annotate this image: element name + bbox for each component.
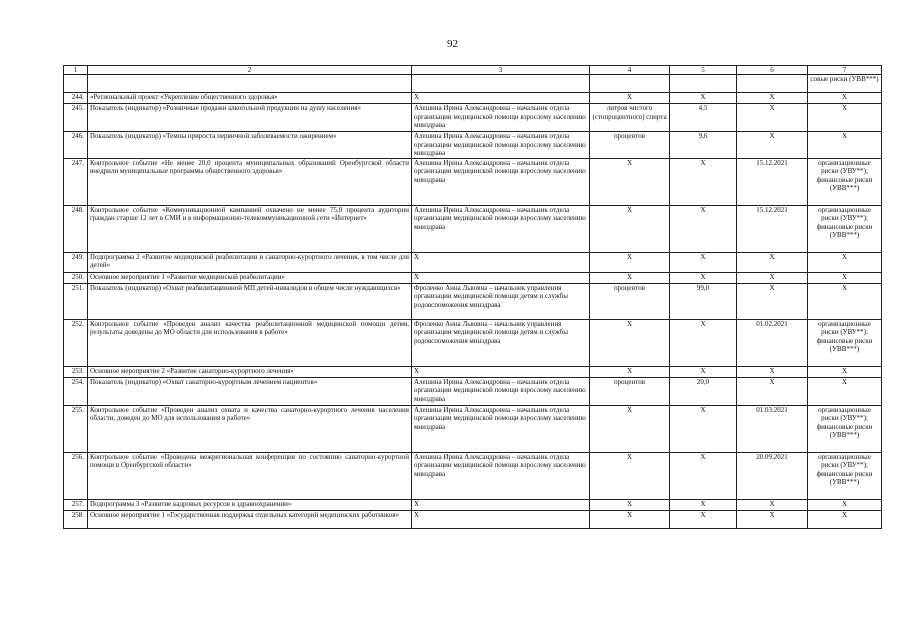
responsible-cell: X <box>412 366 590 377</box>
header-cell: 6 <box>737 66 808 75</box>
header-cell: 5 <box>670 66 737 75</box>
row-name-cell: «Региональный проект «Укрепление общественного здоровья» <box>88 93 412 104</box>
risk-cell: X <box>808 104 882 132</box>
row-number-cell: 252. <box>64 319 88 366</box>
risk-cell: организационные риски (УВУ**); финансовые риски (УВВ***) <box>808 452 882 499</box>
row-name-cell: Показатель (индикатор) «Розничные продажи алкогольной продукции на душу населения» <box>88 104 412 132</box>
unit-cell: X <box>590 158 670 205</box>
date-cell: X <box>737 283 808 319</box>
risk-cell: организационные риски (УВУ**); финансовые риски (УВВ***) <box>808 205 882 252</box>
unit-cell: процентов <box>590 132 670 159</box>
row-number-cell: 245. <box>64 104 88 132</box>
row-number-cell: 258. <box>64 510 88 528</box>
date-cell: 15.12.2021 <box>737 205 808 252</box>
value-cell: 4,5 <box>670 104 737 132</box>
value-cell: X <box>670 452 737 499</box>
table-row <box>64 252 882 272</box>
value-cell: X <box>670 366 737 377</box>
risk-cell: X <box>808 93 882 104</box>
risk-cell: X <box>808 272 882 283</box>
table-row <box>64 283 882 319</box>
responsible-cell: X <box>412 499 590 510</box>
row-number-cell: 251. <box>64 283 88 319</box>
table-row <box>64 377 882 405</box>
unit-cell: X <box>590 93 670 104</box>
row-number-cell: 247. <box>64 158 88 205</box>
header-row <box>64 66 882 75</box>
risk-cell: X <box>808 510 882 528</box>
value-cell: X <box>670 499 737 510</box>
responsible-cell: Алешина Ирина Александровна – начальник отдела организации медицинской помощи взрослому населению минздрава <box>412 104 590 132</box>
responsible-cell: Фроленко Анна Львовна – начальник управления организации медицинской помощи детям и службы родовспоможения минздрава <box>412 319 590 366</box>
value-cell: 20,0 <box>670 377 737 405</box>
date-cell: X <box>737 104 808 132</box>
risk-cell: X <box>808 252 882 272</box>
row-name-cell: Подпрограмма 2 «Развитие медицинской реабилитации и санаторно-курортного лечения, в том числе для детей» <box>88 252 412 272</box>
row-name-cell: Контрольное событие «Проведен анализ качества реабилитационной медицинской помощи детям, результаты доведены до МО области для использования в работе» <box>88 319 412 366</box>
row-number-cell: 256. <box>64 452 88 499</box>
row-name-cell: Показатель (индикатор) «Темпы прироста первичной заболеваемости ожирением» <box>88 132 412 159</box>
row-number-cell: 254. <box>64 377 88 405</box>
responsible-cell: Алешина Ирина Александровна – начальник отдела организации медицинской помощи взрослому населению минздрава <box>412 158 590 205</box>
row-name-cell: Показатель (индикатор) «Охват реабилитационной МП детей-инвалидов в общем числе нуждающихся» <box>88 283 412 319</box>
unit-cell: X <box>590 252 670 272</box>
unit-cell: X <box>590 499 670 510</box>
date-cell: X <box>737 93 808 104</box>
row-name-cell: Контрольное событие «Проведена межрегиональная конференция по состоянию санаторно-курортной помощи в Оренбургской области» <box>88 452 412 499</box>
row-name-cell: Основное мероприятие 2 «Развитие санаторно-курортного лечения» <box>88 366 412 377</box>
unit-cell: X <box>590 205 670 252</box>
row-number-cell: 257. <box>64 499 88 510</box>
unit-cell: X <box>590 319 670 366</box>
date-cell: X <box>737 377 808 405</box>
table-row <box>64 93 882 104</box>
unit-cell: X <box>590 272 670 283</box>
value-cell: X <box>670 93 737 104</box>
unit-cell: X <box>590 366 670 377</box>
value-cell: X <box>670 405 737 452</box>
row-number-cell: 244. <box>64 93 88 104</box>
risk-cell: организационные риски (УВУ**); финансовые риски (УВВ***) <box>808 319 882 366</box>
date-cell: X <box>737 510 808 528</box>
responsible-cell: X <box>412 93 590 104</box>
unit-cell: X <box>590 405 670 452</box>
value-cell: X <box>670 510 737 528</box>
risk-cell: организационные риски (УВУ**); финансовые риски (УВВ***) <box>808 158 882 205</box>
table-row <box>64 510 882 528</box>
value-cell: 99,0 <box>670 283 737 319</box>
value-cell: X <box>670 205 737 252</box>
table-row <box>64 499 882 510</box>
table-row <box>64 205 882 252</box>
table-row <box>64 319 882 366</box>
value-cell: 9,6 <box>670 132 737 159</box>
table-row <box>64 405 882 452</box>
responsible-cell: X <box>412 272 590 283</box>
risk-cell: X <box>808 283 882 319</box>
value-cell: X <box>670 252 737 272</box>
unit-cell: процентов <box>590 283 670 319</box>
table-row <box>64 272 882 283</box>
row-number-cell: 255. <box>64 405 88 452</box>
row-name-cell: Контрольное событие «Проведен анализ охвата и качества санаторно-курортного лечения населения области, доведен до МО для использования в работе» <box>88 405 412 452</box>
risk-cell: организационные риски (УВУ**); финансовые риски (УВВ***) <box>808 405 882 452</box>
table-row <box>64 452 882 499</box>
plan-table <box>63 65 882 529</box>
page-number: 92 <box>447 38 458 50</box>
carryover-row <box>64 75 882 93</box>
header-cell: 4 <box>590 66 670 75</box>
unit-cell: X <box>590 510 670 528</box>
date-cell: 20.09.2021 <box>737 452 808 499</box>
row-name-cell: Подпрограмма 3 «Развитие кадровых ресурсов в здравоохранении» <box>88 499 412 510</box>
value-cell: X <box>670 272 737 283</box>
responsible-cell: Алешина Ирина Александровна – начальник отдела организации медицинской помощи взрослому населению минздрава <box>412 452 590 499</box>
date-cell: X <box>737 499 808 510</box>
unit-cell: процентов <box>590 377 670 405</box>
table-row <box>64 158 882 205</box>
header-cell: 1 <box>64 66 88 75</box>
responsible-cell: X <box>412 510 590 528</box>
table-row <box>64 104 882 132</box>
responsible-cell: X <box>412 252 590 272</box>
risk-cell: X <box>808 366 882 377</box>
table-row <box>64 132 882 159</box>
value-cell: X <box>670 158 737 205</box>
header-cell: 7 <box>808 66 882 75</box>
header-cell: 2 <box>88 66 412 75</box>
row-number-cell: 253. <box>64 366 88 377</box>
responsible-cell: Фроленко Анна Львовна – начальник управления организации медицинской помощи детям и службы родовспоможения минздрава <box>412 283 590 319</box>
carryover-risk-cell: совые риски (УВВ***) <box>808 75 882 93</box>
date-cell: 15.12.2021 <box>737 158 808 205</box>
responsible-cell: Алешина Ирина Александровна – начальник отдела организации медицинской помощи взрослому населению минздрава <box>412 205 590 252</box>
responsible-cell: Алешина Ирина Александровна – начальник отдела организации медицинской помощи взрослому населению минздрава <box>412 132 590 159</box>
row-number-cell: 248. <box>64 205 88 252</box>
responsible-cell: Алешина Ирина Александровна – начальник отдела организации медицинской помощи взрослому населению минздрава <box>412 377 590 405</box>
date-cell: 01.03.2021 <box>737 405 808 452</box>
row-name-cell: Основное мероприятие 1 «Развитие медицинской реабилитации» <box>88 272 412 283</box>
responsible-cell: Алешина Ирина Александровна – начальник отдела организации медицинской помощи взрослому населению минздрава <box>412 405 590 452</box>
row-name-cell: Контрольное событие «Не менее 20,0 процента муниципальных образований Оренбургской области внедрили муниципальные программы общественного здоровья» <box>88 158 412 205</box>
row-number-cell: 249. <box>64 252 88 272</box>
date-cell: 01.02.2021 <box>737 319 808 366</box>
row-name-cell: Контрольное событие «Коммуникационной кампанией охвачено не менее 75,0 процента аудитории граждан старше 12 лет в СМИ и в информационно-телекоммуникационной сети «Интернет» <box>88 205 412 252</box>
row-name-cell: Показатель (индикатор) «Охват санаторно-курортным лечением пациентов» <box>88 377 412 405</box>
date-cell: X <box>737 252 808 272</box>
date-cell: X <box>737 366 808 377</box>
header-cell: 3 <box>412 66 590 75</box>
risk-cell: X <box>808 499 882 510</box>
value-cell: X <box>670 319 737 366</box>
date-cell: X <box>737 132 808 159</box>
table-row <box>64 366 882 377</box>
unit-cell: X <box>590 452 670 499</box>
date-cell: X <box>737 272 808 283</box>
row-number-cell: 246. <box>64 132 88 159</box>
unit-cell: литров чистого (стопроцентного) спирта <box>590 104 670 132</box>
row-name-cell: Основное мероприятие 1 «Государственная поддержка отдельных категорий медицинских работников» <box>88 510 412 528</box>
risk-cell: X <box>808 377 882 405</box>
row-number-cell: 250. <box>64 272 88 283</box>
risk-cell: X <box>808 132 882 159</box>
